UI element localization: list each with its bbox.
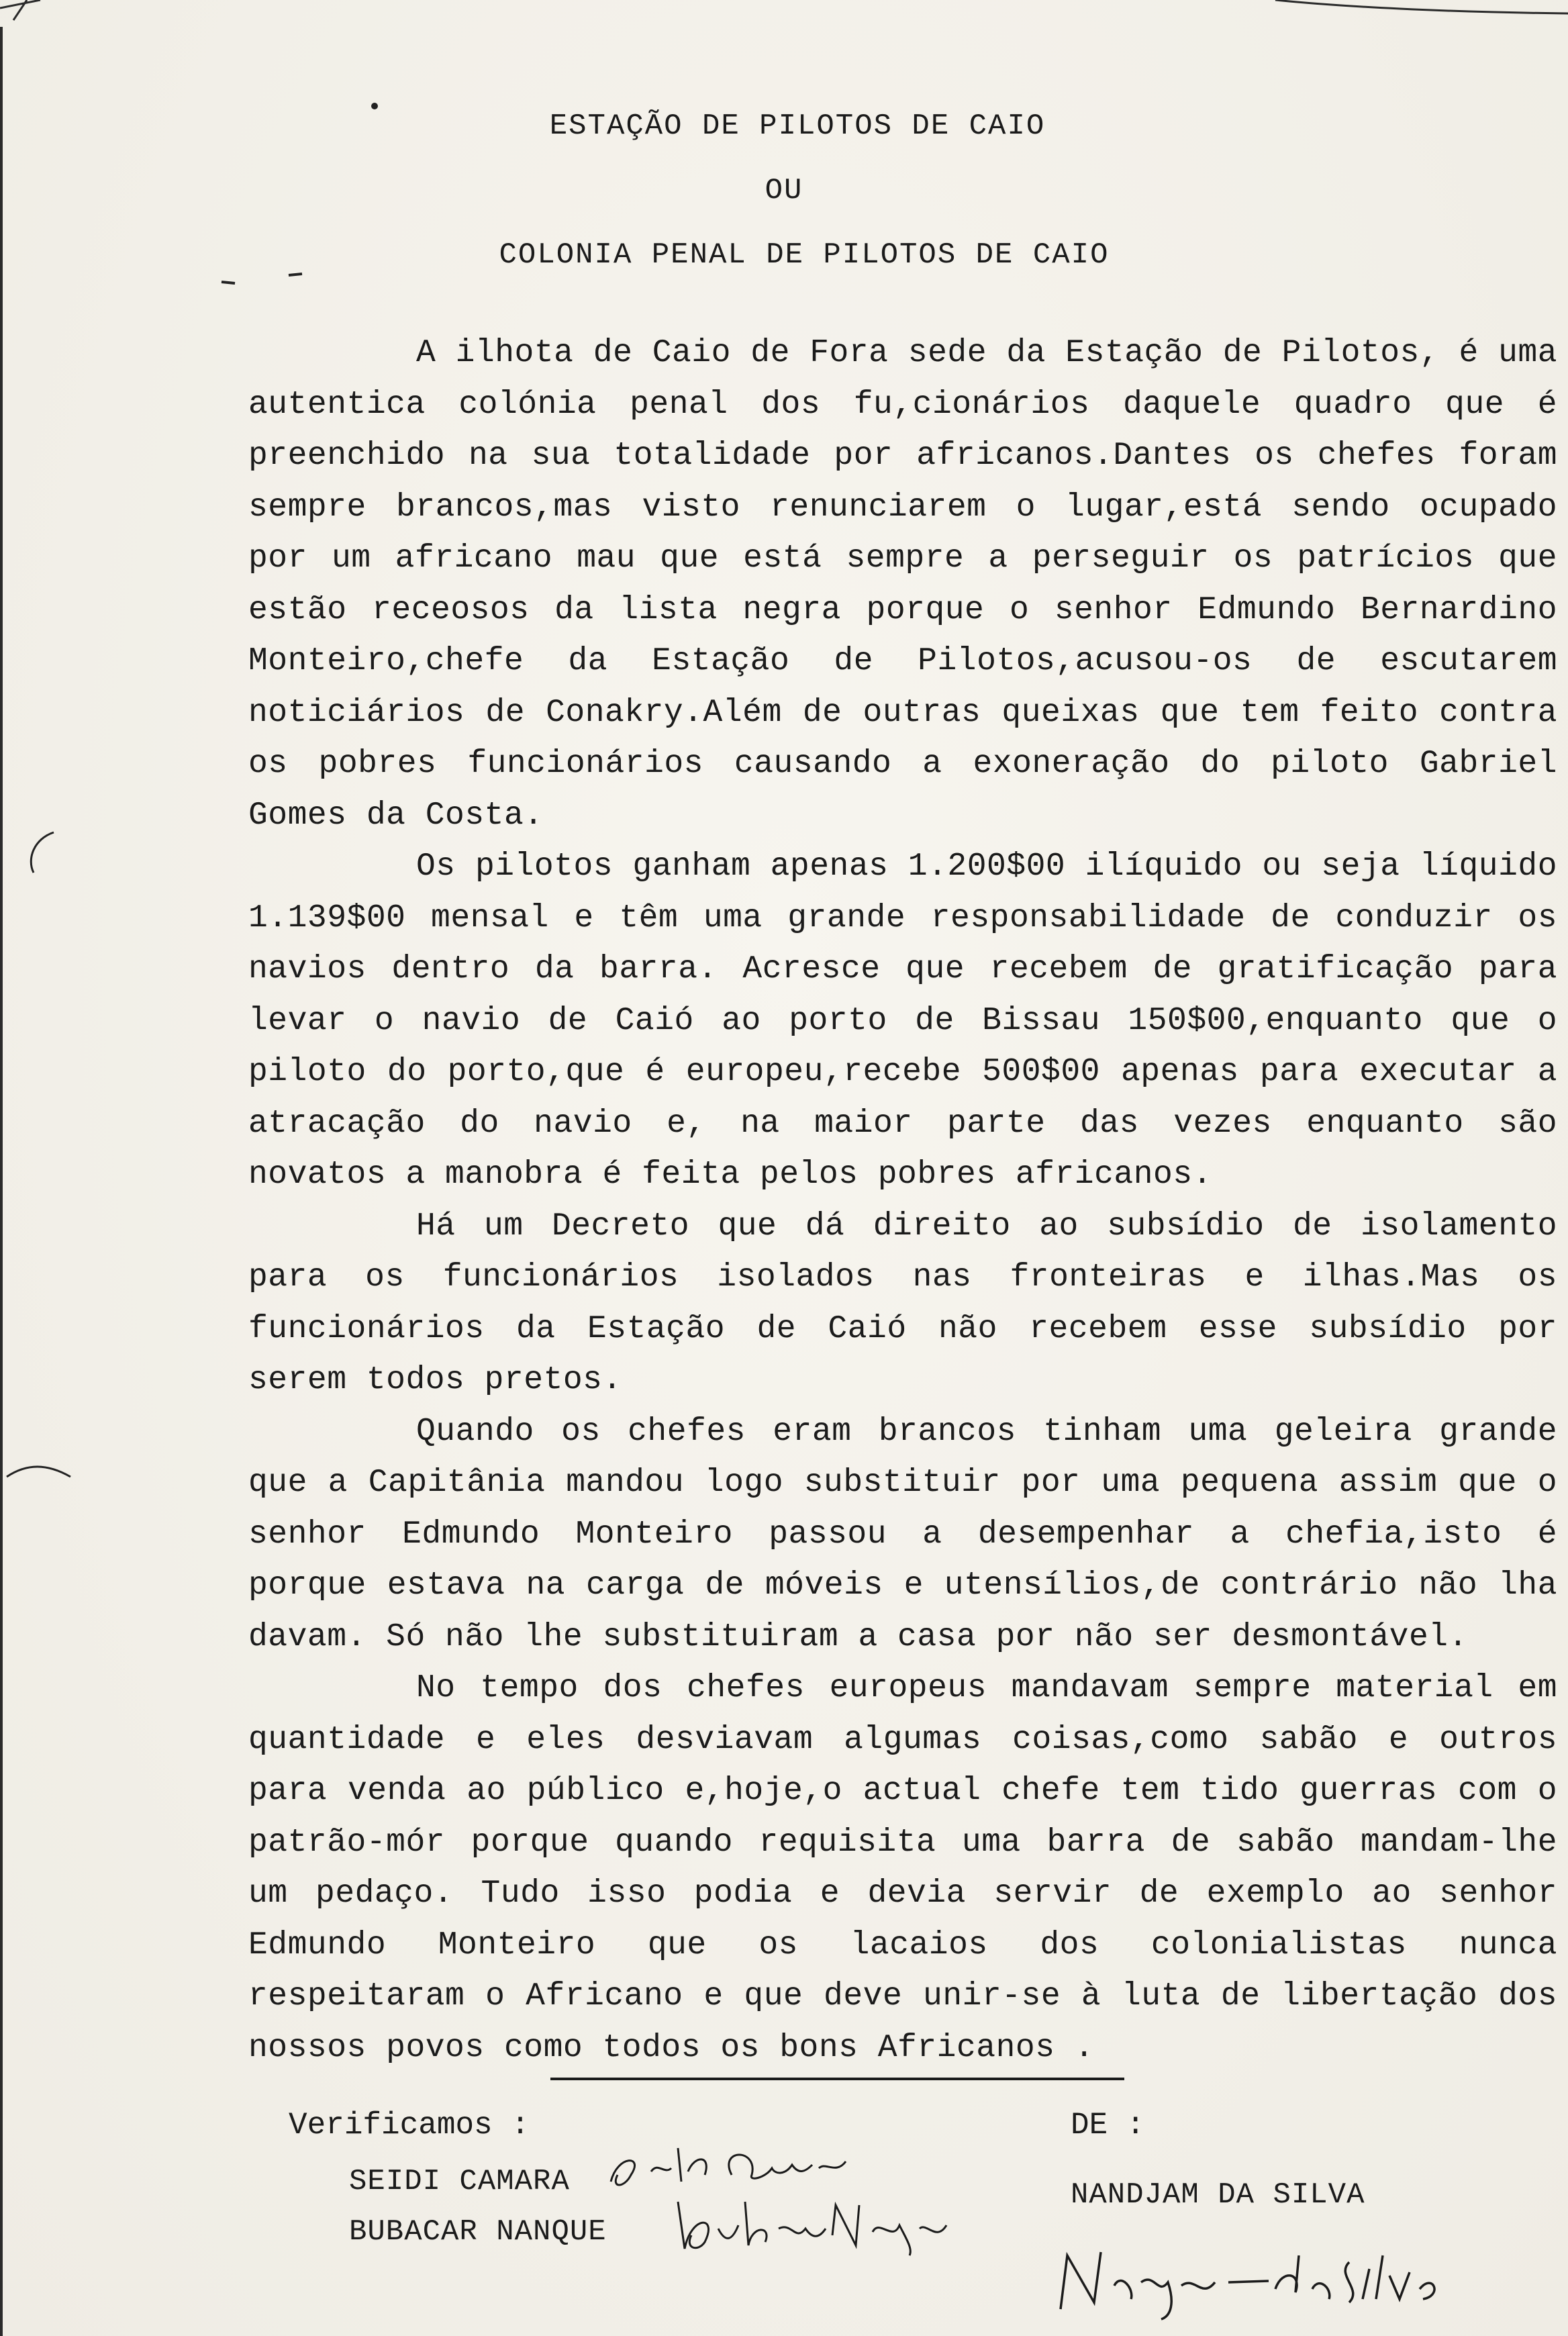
margin-mark-arc-2 — [0, 1450, 81, 1490]
title-line-2: OU — [765, 174, 803, 207]
document-title — [0, 94, 1568, 287]
verifier-name-2: BUBACAR NANQUE — [349, 2215, 607, 2249]
scan-edge-left — [0, 27, 3, 2336]
verified-label: Verificamos : — [289, 2108, 530, 2143]
signature-seidi-camara — [604, 2135, 859, 2202]
verifier-name-1: SEIDI CAMARA — [349, 2165, 570, 2198]
title-line-1: ESTAÇÃO DE PILOTOS DE CAIO — [549, 109, 1046, 143]
title-line-3: COLONIA PENAL DE PILOTOS DE CAIO — [499, 238, 1110, 272]
signature-nandjam-da-silva — [1047, 2235, 1450, 2323]
paragraph-4: Quando os chefes eram brancos tinham uma geleira grande que a Capitânia mandou logo substituir por uma pequena assim que o senhor Edmundo Monteiro passou a desempenhar a chefia,isto é porque estava na carga de móveis e utensílios,de contrário não lha davam. Só não lhe substituiram a casa por não ser desmontável. — [248, 1413, 1557, 1655]
signature-bubacar-nanque — [671, 2188, 953, 2262]
paragraph-3: Há um Decreto que dá direito ao subsídio de isolamento para os funcionários isolados nas fronteiras e ilhas.Mas os funcionários da Estação de Caió não recebem esse subsídio por serem todos pretos. — [248, 1208, 1557, 1398]
sender-name: NANDJAM DA SILVA — [1071, 2178, 1365, 2212]
signature-separator — [550, 2078, 1124, 2080]
document-body — [248, 328, 1557, 2074]
paragraph-5: No tempo dos chefes europeus mandavam sempre material em quantidade e eles desviavam algumas coisas,como sabão e outros para venda ao público e,hoje,o actual chefe tem tido guerras com o patrão-mór porque quando requisita uma barra de sabão mandam-lhe um pedaço. Tudo isso podia e devia servir de exemplo ao senhor Edmundo Monteiro que os lacaios dos colonialistas nunca respeitaram o Africano e que deve unir-se à luta de libertação dos nossos povos como todos os bons Africanos . — [248, 1670, 1557, 2066]
paragraph-1: A ilhota de Caio de Fora sede da Estação de Pilotos, é uma autentica colónia penal dos fu,cionários daquele quadro que é preenchido na sua totalidade por africanos.Dantes os chefes foram sempre brancos,mas visto renunciarem o lugar,está sendo ocupado por um africano mau que está sempre a perseguir os patrícios que estão receosos da lista negra porque o senhor Edmundo Bernardino Monteiro,chefe da Estação de Pilotos,acusou-os de escutarem noticiários de Conakry.Além de outras queixas que tem feito contra os pobres funcionários causando a exoneração do piloto Gabriel Gomes da Costa. — [248, 335, 1557, 834]
paragraph-2: Os pilotos ganham apenas 1.200$00 ilíquido ou seja líquido 1.139$00 mensal e têm uma grande responsabilidade de conduzir os navios dentro da barra. Acresce que recebem de gratificação para levar o navio de Caió ao porto de Bissau 150$00,enquanto que o piloto do porto,que é europeu,recebe 500$00 apenas para executar a atracação do navio e, na maior parte das vezes enquanto são novatos a manobra é feita pelos pobres africanos. — [248, 848, 1557, 1193]
from-label: DE : — [1071, 2108, 1145, 2143]
margin-mark-arc-1 — [13, 826, 67, 879]
scan-edge-top-artifact — [0, 0, 1568, 27]
